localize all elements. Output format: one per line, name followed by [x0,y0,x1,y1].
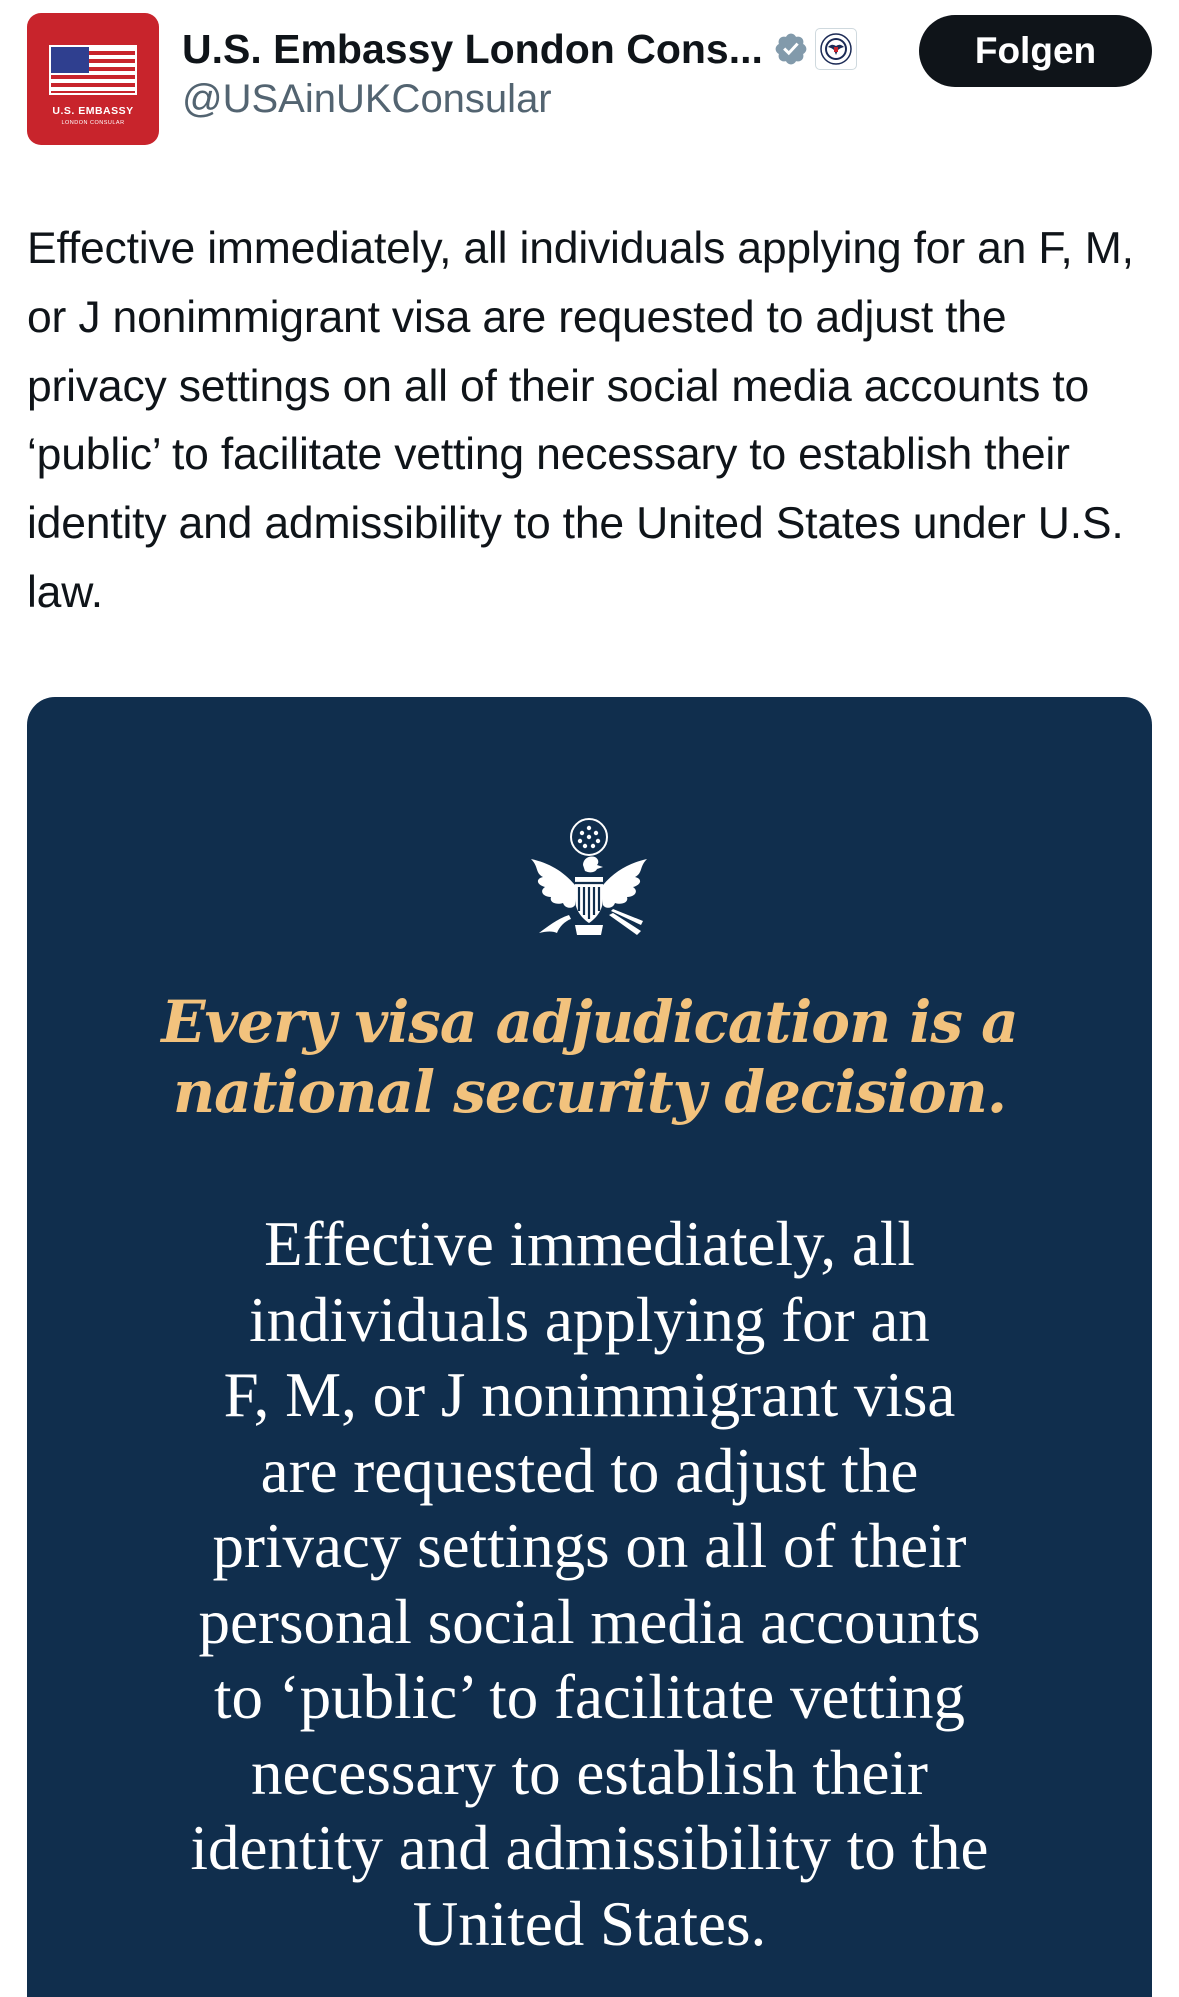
media-headline-line: Every visa adjudication is a [161,988,1018,1056]
tweet-header [27,13,1152,145]
tweet-text: Effective immediately, all individuals applying for an F, M, or J nonimmigrant visa are requested to adjust the privacy settings on all of their social media accounts to ‘public’ to facilitate vetting necessary to establish their identity and admissibility to the United States under U.S. law. [27,224,1134,617]
avatar[interactable] [27,13,159,145]
media-headline-line: national security decision. [172,1058,1007,1126]
media-body-line: are requested to adjust the [260,1435,919,1506]
follow-button[interactable]: Folgen [919,15,1152,87]
author-info [182,23,942,122]
verified-badge-icon [773,31,809,67]
media-body-line: personal social media accounts [198,1586,981,1657]
great-seal-eagle-icon [513,815,665,963]
us-flag-icon [49,45,137,95]
media-body-line: F, M, or J nonimmigrant visa [223,1360,956,1430]
media-body-line: necessary to establish their [250,1737,929,1808]
media-body-line: to ‘public’ to facilitate vetting [213,1662,966,1732]
display-name[interactable]: U.S. Embassy London Cons... [182,25,763,72]
media-body-text [27,1207,1152,1962]
media-headline [27,987,1152,1127]
state-department-seal-icon[interactable] [815,28,857,70]
media-body-line: individuals applying for an [249,1284,930,1355]
media-body-line: United States. [412,1888,767,1959]
media-body-line: identity and admissibility to the [190,1813,989,1883]
tweet-media-image[interactable] [27,697,1152,1997]
media-body-line: privacy settings on all of their [212,1511,967,1581]
avatar-label-consular: LONDON CONSULAR [61,120,125,126]
user-handle[interactable]: @USAinUKConsular [182,77,552,121]
media-body-line: Effective immediately, all [264,1209,915,1279]
avatar-label-embassy: U.S. EMBASSY [52,105,134,117]
